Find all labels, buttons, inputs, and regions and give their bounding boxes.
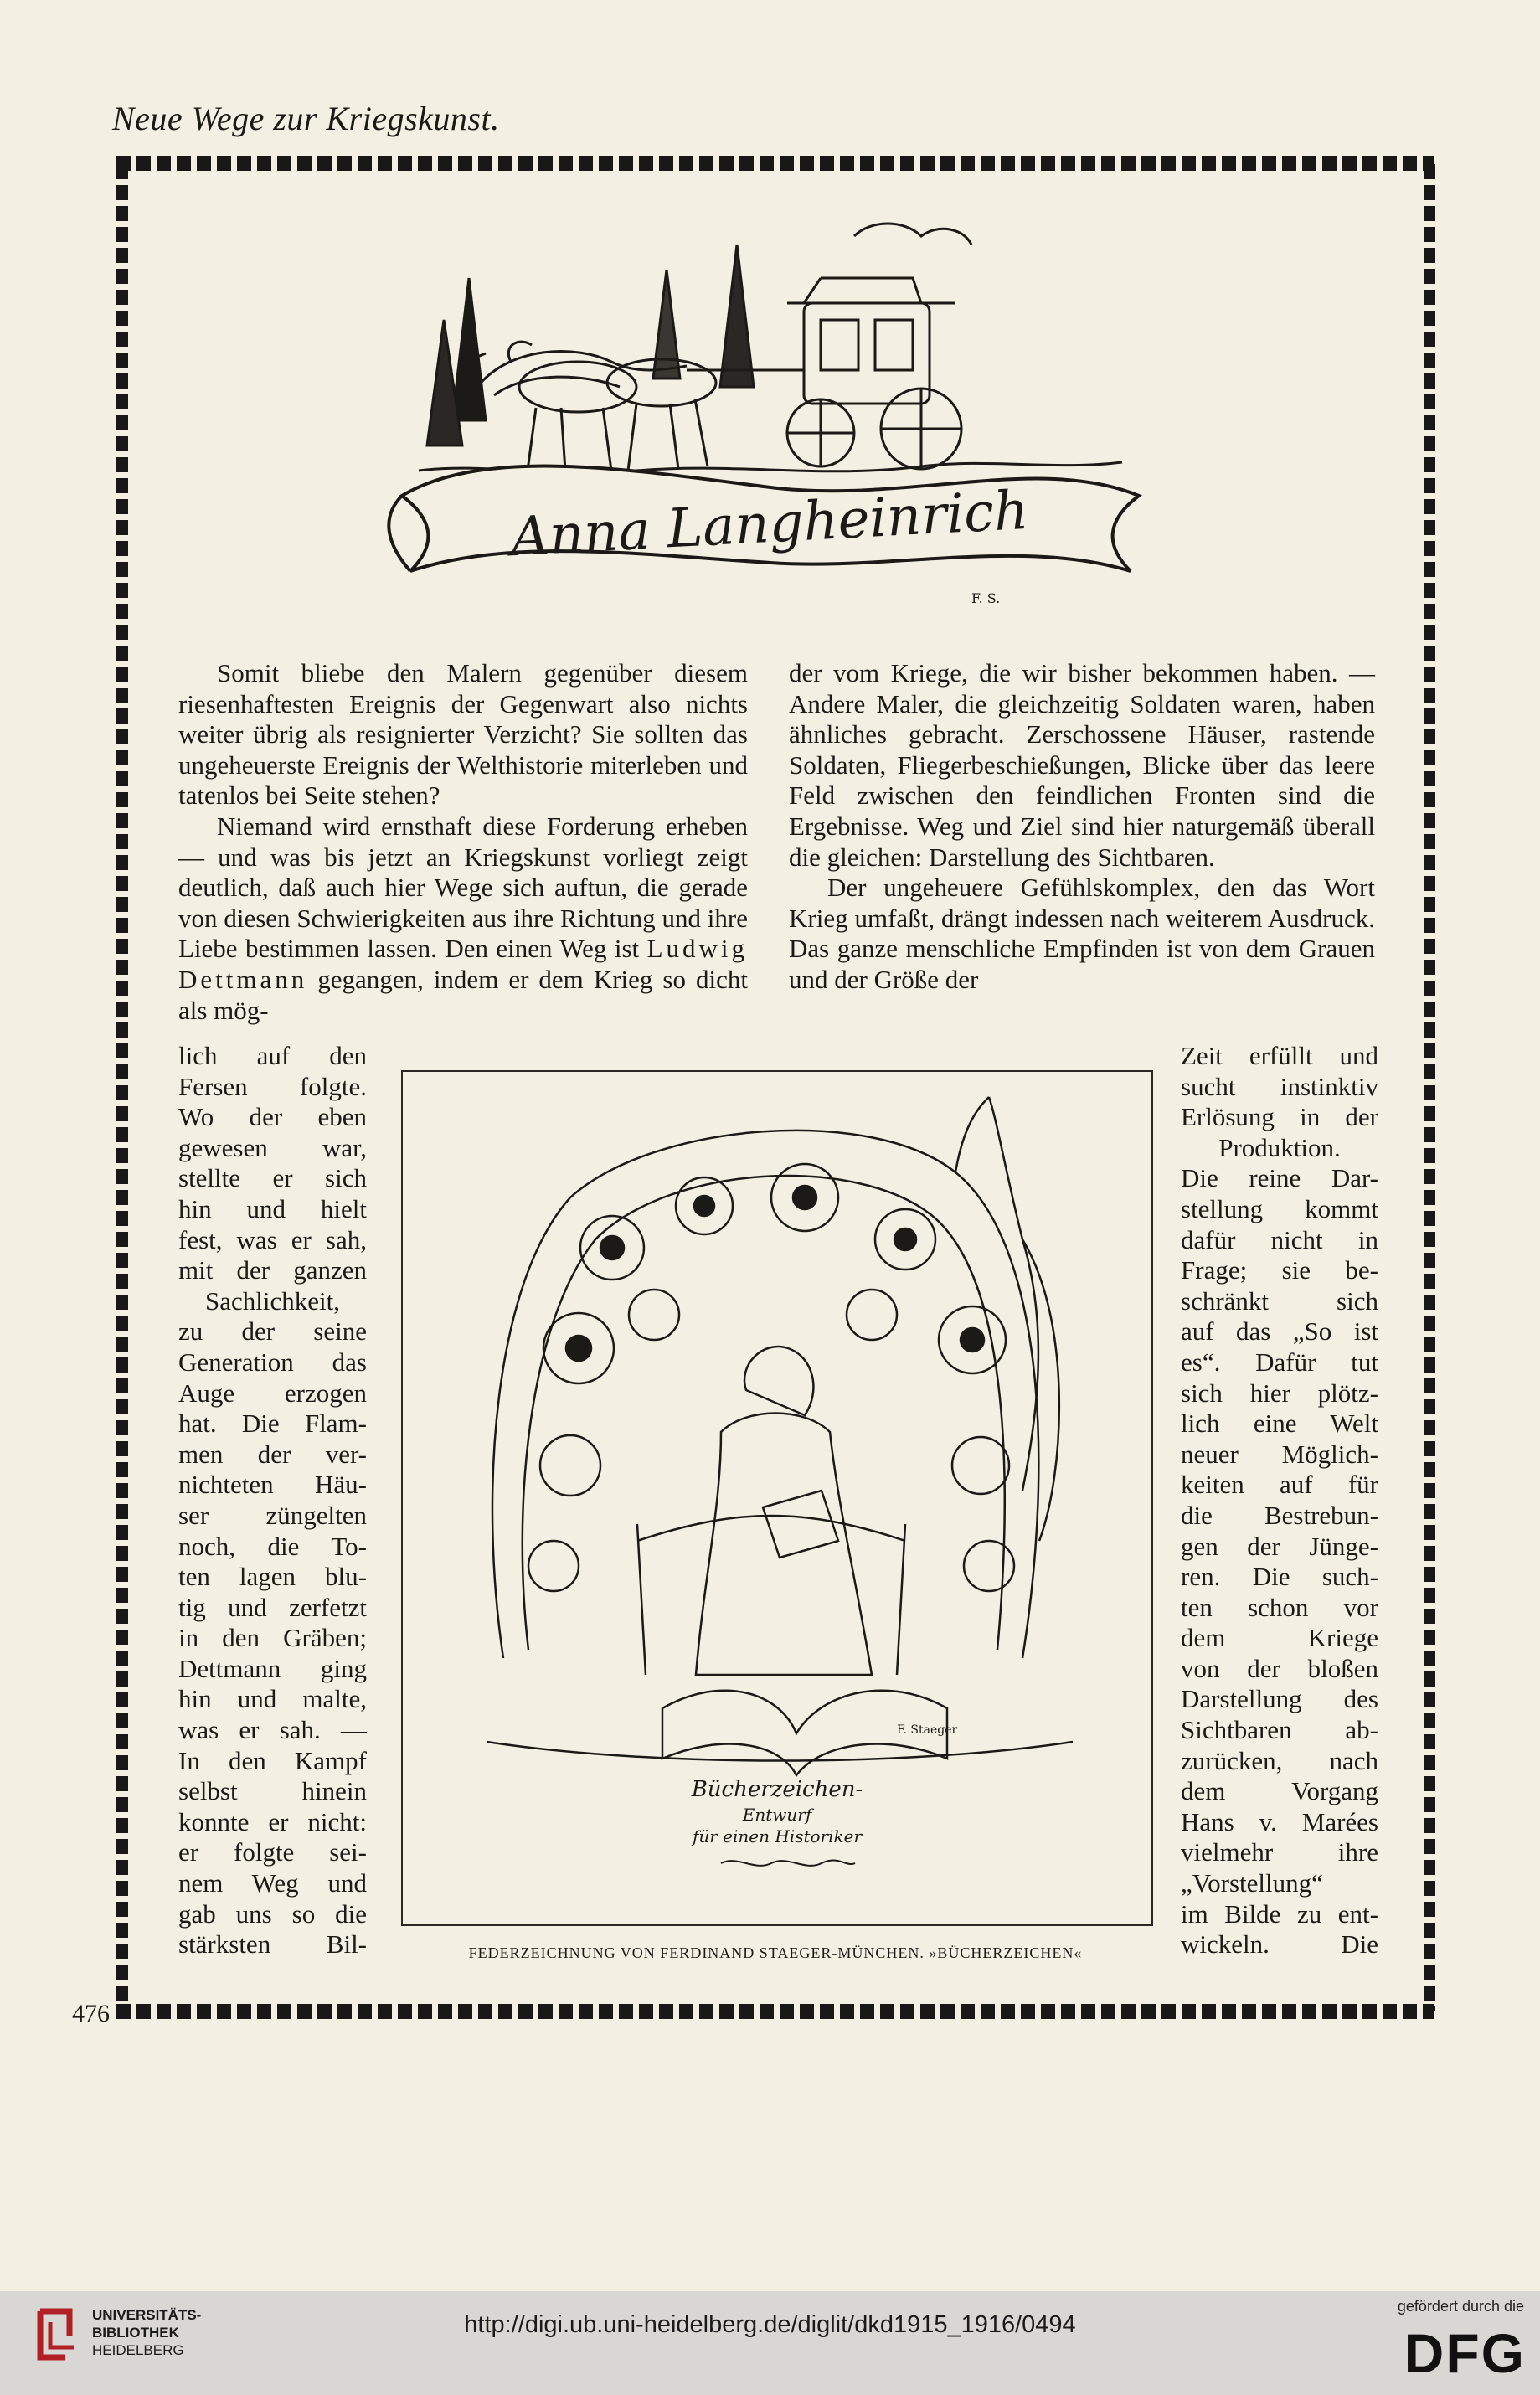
right-narrow-line: stellung kommt: [1181, 1193, 1378, 1223]
right-narrow-line: Zeit erfüllt und: [1181, 1041, 1378, 1070]
plate-caption: FEDERZEICHNUNG VON FERDINAND STAEGER-MÜNCHEN. »BÜCHERZEICHEN«: [468, 1944, 1083, 1961]
banner-name: Anna Langheinrich: [508, 479, 1030, 569]
plate-signature: F. Staeger: [897, 1723, 958, 1737]
left-paragraph-2-tail-before: Den einen Weg ist: [445, 934, 647, 964]
left-paragraph-2-text: Niemand wird ernsthaft diese Forderung erheben — und was bis jetzt an Kriegskunst vorliegt zeigt deutlich, daß auch hier Wege sich auftun, die gerade von diesen Schwierigkeiten aus ihre Richtung und ihre Liebe bestimmen lassen.: [178, 811, 748, 964]
left-narrow-line: gab uns so die: [178, 1898, 367, 1929]
footer-bar: [0, 2291, 1540, 2395]
library-line-2: BIBLIOTHEK: [92, 2325, 179, 2341]
right-narrow-line: Produktion.: [1218, 1132, 1341, 1162]
left-narrow-line: er folgte sei-: [178, 1837, 367, 1867]
left-narrow-line: tig und zerfetzt: [178, 1592, 367, 1622]
left-column: [178, 658, 748, 1026]
right-narrow-line: dem Vorgang: [1181, 1776, 1378, 1806]
right-column: [789, 658, 1375, 996]
left-narrow-line: Auge erzogen: [178, 1378, 367, 1408]
left-narrow-line: in den Gräben;: [178, 1623, 367, 1653]
plate-inscription-1: Bücherzeichen-: [691, 1777, 863, 1802]
plate-ornament: [721, 1860, 855, 1865]
right-narrow-line: „Vorstellung“: [1181, 1868, 1323, 1898]
right-narrow-line: dafür nicht in: [1181, 1224, 1378, 1254]
left-narrow-line: In den Kampf: [178, 1745, 367, 1775]
frame-left-border: [116, 164, 128, 2011]
right-narrow-line: die Bestrebun-: [1181, 1500, 1378, 1530]
left-paragraph-1: Somit bliebe den Malern gegenüber diesem riesenhaftesten Ereignis der Gegenwart also nichts weiter übrig als resignierter Verzicht? Sie sollten das ungeheuerste Ereignis der Welthistorie miterleben und tatenlos bei Seite stehen?: [178, 658, 748, 811]
library-line-3: HEIDELBERG: [92, 2342, 184, 2358]
funding-note: gefördert durch die: [1397, 2298, 1524, 2315]
frame-top-border: [116, 156, 1434, 171]
frame-bottom-border: [116, 2004, 1434, 2019]
left-narrow-line: zu der seine: [178, 1316, 367, 1347]
left-narrow-line: lich auf den: [178, 1041, 367, 1070]
left-narrow-line: konnte er nicht:: [178, 1806, 367, 1836]
right-narrow-line: Die reine Dar-: [1181, 1163, 1378, 1193]
header-monogram: F. S.: [971, 590, 1001, 605]
left-narrow-line: mit der ganzen: [178, 1255, 367, 1285]
left-narrow-line: Generation das: [178, 1347, 367, 1377]
plate-inscription-3: für einen Historiker: [692, 1826, 863, 1846]
right-narrow-line: Sichtbaren ab-: [1181, 1715, 1378, 1745]
source-url-link[interactable]: http://digi.ub.uni-heidelberg.de/diglit/dkd1915_1916/0494: [464, 2311, 1076, 2338]
dettmann-name: Ludwig Dettmann: [178, 934, 748, 994]
right-narrow-line: im Bilde zu ent-: [1181, 1898, 1378, 1929]
left-narrow-line: ten lagen blu-: [178, 1562, 367, 1592]
right-narrow-line: neuer Möglich-: [1181, 1439, 1378, 1469]
right-narrow-line: vielmehr ihre: [1181, 1837, 1378, 1867]
right-narrow-line: schränkt sich: [1181, 1285, 1378, 1316]
left-narrow-line: hat. Die Flam-: [178, 1409, 367, 1439]
dfg-logo: DFG: [1404, 2322, 1526, 2384]
right-narrow-line: Hans v. Marées: [1181, 1806, 1378, 1836]
left-narrow-line: ser züngelten: [178, 1500, 367, 1530]
right-narrow-line: Darstellung des: [1181, 1684, 1378, 1714]
left-narrow-line: stellte er sich: [178, 1163, 367, 1193]
left-narrow-line: gewesen war,: [178, 1132, 367, 1162]
right-narrow-line: ren. Die such-: [1181, 1562, 1378, 1592]
running-title: Neue Wege zur Kriegskunst.: [112, 100, 500, 137]
left-narrow-line: Dettmann ging: [178, 1653, 367, 1683]
right-narrow-line: zurücken, nach: [1181, 1745, 1378, 1775]
frame-right-border: [1424, 164, 1435, 2011]
left-narrow-line: Fersen folgte.: [178, 1071, 367, 1101]
right-narrow-line: wickeln. Die: [1181, 1929, 1378, 1960]
right-narrow-line: auf das „So ist: [1181, 1316, 1378, 1347]
right-paragraph-1: der vom Kriege, die wir bisher bekommen haben. — Andere Maler, die gleichzeitig Soldaten waren, haben ähnliches gebracht. Zerschossene Häuser, rastende Soldaten, Fliegerbeschießungen, Blicke über das leere Feld zwischen den feindlichen Fronten sind die Ergebnisse. Weg und Ziel sind hier naturgemäß überall die gleichen: Darstellung des Sichtbaren.: [789, 658, 1375, 872]
bookplate-illustration: [401, 1070, 1153, 1926]
left-narrow-line: was er sah. —: [178, 1715, 367, 1745]
right-narrow-line: lich eine Welt: [1181, 1409, 1378, 1439]
right-narrow-line: dem Kriege: [1181, 1623, 1378, 1653]
right-narrow-line: von der bloßen: [1181, 1653, 1378, 1683]
left-narrow-line: men der ver-: [178, 1439, 367, 1469]
plate-inscription-2: Entwurf: [742, 1805, 812, 1825]
left-narrow-column: [178, 1041, 367, 1960]
right-narrow-line: gen der Jünge-: [1181, 1531, 1378, 1561]
left-narrow-line: selbst hinein: [178, 1776, 367, 1806]
right-narrow-line: sich hier plötz-: [1181, 1378, 1378, 1408]
right-narrow-line: sucht instinktiv: [1181, 1071, 1378, 1101]
left-narrow-line: Sachlichkeit,: [205, 1285, 340, 1316]
left-narrow-line: fest, was er sah,: [178, 1224, 367, 1254]
left-narrow-line: stärksten Bil-: [178, 1929, 367, 1960]
page-number: 476: [72, 2000, 110, 2027]
right-narrow-line: es“. Dafür tut: [1181, 1347, 1378, 1377]
right-paragraph-2: Der ungeheuere Gefühlskomplex, den das Wort Krieg umfaßt, drängt indessen nach weiterem Ausdruck. Das ganze menschliche Empfinden ist von dem Grauen und der Größe der: [789, 873, 1375, 994]
library-line-1: UNIVERSITÄTS-: [92, 2307, 202, 2323]
left-narrow-line: nichteten Häu-: [178, 1470, 367, 1500]
left-narrow-line: hin und hielt: [178, 1193, 367, 1223]
right-narrow-line: Erlösung in der: [1181, 1102, 1378, 1132]
right-narrow-line: ten schon vor: [1181, 1592, 1378, 1622]
left-narrow-line: hin und malte,: [178, 1684, 367, 1714]
right-narrow-line: Frage; sie be-: [1181, 1255, 1378, 1285]
left-narrow-line: noch, die To-: [178, 1531, 367, 1561]
header-bookplate-illustration: [385, 219, 1156, 605]
right-narrow-line: keiten auf für: [1181, 1470, 1378, 1500]
left-paragraph-2: [178, 811, 748, 1026]
left-narrow-line: Wo der eben: [178, 1102, 367, 1132]
right-narrow-column: [1181, 1041, 1378, 1960]
left-paragraph-2-tail-after: gegangen, indem er dem Krieg so dicht als mög-: [178, 964, 748, 1025]
left-narrow-line: nem Weg und: [178, 1868, 367, 1898]
